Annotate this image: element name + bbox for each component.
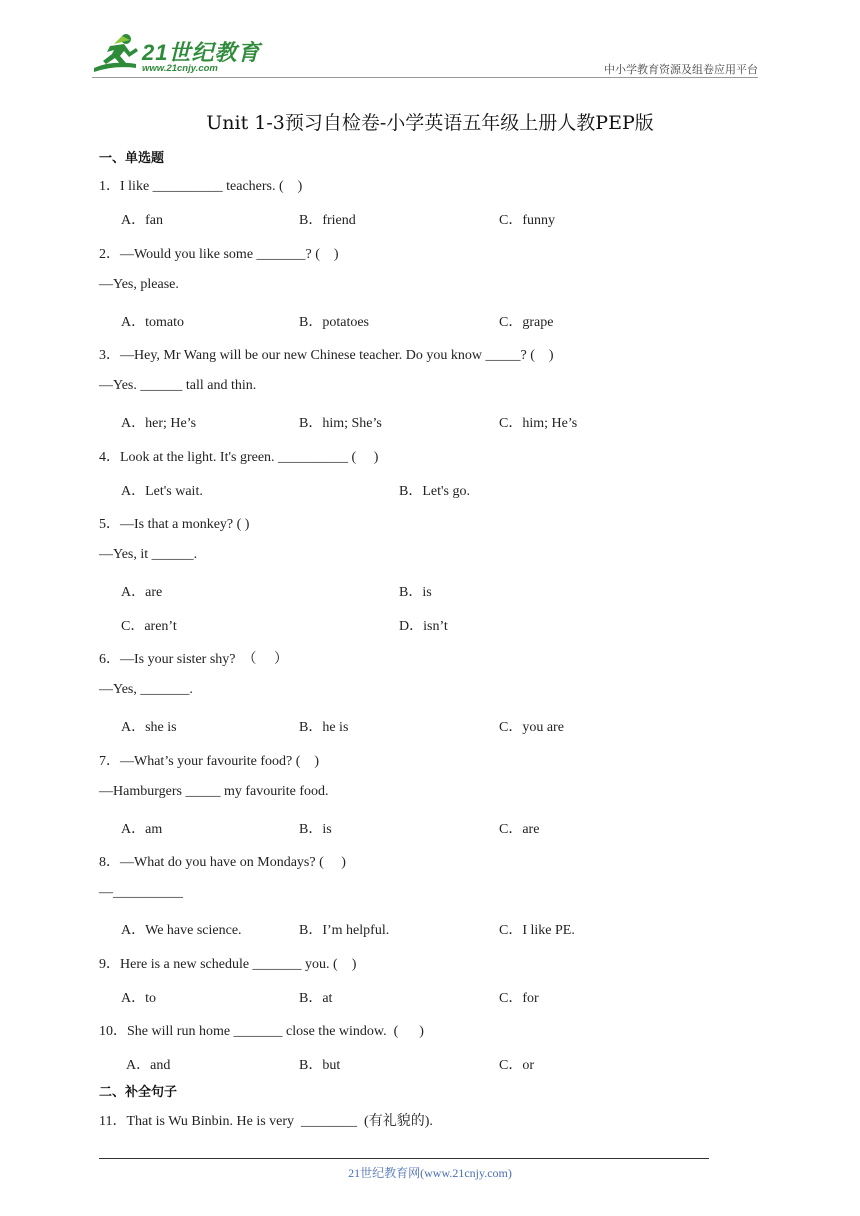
footer-text: 21世纪教育网(www.21cnjy.com) bbox=[348, 1166, 512, 1180]
question-text: —Hamburgers _____ my favourite food. bbox=[99, 784, 329, 799]
option: C．aren’t bbox=[121, 619, 177, 634]
question-text: —Yes, _______. bbox=[99, 682, 193, 697]
option: A．fan bbox=[121, 213, 163, 228]
question-text: 7．—What’s your favourite food? ( ) bbox=[99, 754, 320, 769]
page-header bbox=[92, 30, 758, 78]
logo bbox=[92, 30, 262, 78]
header-divider bbox=[92, 77, 758, 78]
option: B．I’m helpful. bbox=[299, 923, 390, 938]
header-platform-text: 中小学教育资源及组卷应用平台 bbox=[604, 63, 758, 76]
question-text: 3．—Hey, Mr Wang will be our new Chinese teacher. Do you know _____? ( ) bbox=[99, 348, 554, 363]
option: B．Let's go. bbox=[399, 484, 470, 499]
option: B．is bbox=[399, 585, 432, 600]
section-heading: 二、补全句子 bbox=[99, 1085, 178, 1100]
option: A．Let's wait. bbox=[121, 484, 203, 499]
question-text: 11．That is Wu Binbin. He is very ________ (有礼貌的). bbox=[99, 1114, 433, 1129]
question-text: 5．—Is that a monkey? ( ) bbox=[99, 517, 250, 532]
footer-divider bbox=[99, 1158, 709, 1159]
option: B．he is bbox=[299, 720, 349, 735]
question-text: —Yes, it ______. bbox=[99, 547, 198, 562]
option: A．her; He’s bbox=[121, 416, 197, 431]
option: B．at bbox=[299, 991, 333, 1006]
option: B．potatoes bbox=[299, 315, 369, 330]
option: C．you are bbox=[499, 720, 564, 735]
question-text: 9．Here is a new schedule _______ you. ( ) bbox=[99, 957, 357, 972]
option: D．isn’t bbox=[399, 619, 448, 634]
question-text: 10．She will run home _______ close the window. ( ) bbox=[99, 1024, 424, 1039]
logo-text: 21世纪教育 bbox=[142, 40, 261, 65]
option: A．tomato bbox=[121, 315, 184, 330]
question-text: 2．—Would you like some _______? ( ) bbox=[99, 247, 339, 262]
question-text: —__________ bbox=[99, 885, 183, 900]
option: B．him; She’s bbox=[299, 416, 382, 431]
option: B．is bbox=[299, 822, 332, 837]
question-text: 6．—Is your sister shy? （ ） bbox=[99, 652, 288, 667]
option: C．for bbox=[499, 991, 539, 1006]
question-text: 8．—What do you have on Mondays? ( ) bbox=[99, 855, 346, 870]
option: A．We have science. bbox=[121, 923, 242, 938]
option: A．to bbox=[121, 991, 156, 1006]
option: C．grape bbox=[499, 315, 554, 330]
option: A．am bbox=[121, 822, 163, 837]
question-text: 1．I like __________ teachers. ( ) bbox=[99, 179, 303, 194]
option: A．she is bbox=[121, 720, 177, 735]
option: B．friend bbox=[299, 213, 356, 228]
option: B．but bbox=[299, 1058, 341, 1073]
page-title: Unit 1-3预习自检卷-小学英语五年级上册人教PEP版 bbox=[206, 112, 654, 134]
option: A．and bbox=[126, 1058, 171, 1073]
question-text: —Yes. ______ tall and thin. bbox=[99, 378, 257, 393]
section-heading: 一、单选题 bbox=[99, 151, 165, 166]
question-text: 4．Look at the light. It's green. __________ ( ) bbox=[99, 450, 379, 465]
question-text: —Yes, please. bbox=[99, 277, 179, 292]
option: A．are bbox=[121, 585, 163, 600]
runner-logo-icon bbox=[92, 30, 142, 78]
option: C．him; He’s bbox=[499, 416, 578, 431]
option: C．I like PE. bbox=[499, 923, 575, 938]
option: C．or bbox=[499, 1058, 534, 1073]
logo-url: www.21cnjy.com bbox=[142, 63, 218, 74]
option: C．are bbox=[499, 822, 540, 837]
option: C．funny bbox=[499, 213, 555, 228]
